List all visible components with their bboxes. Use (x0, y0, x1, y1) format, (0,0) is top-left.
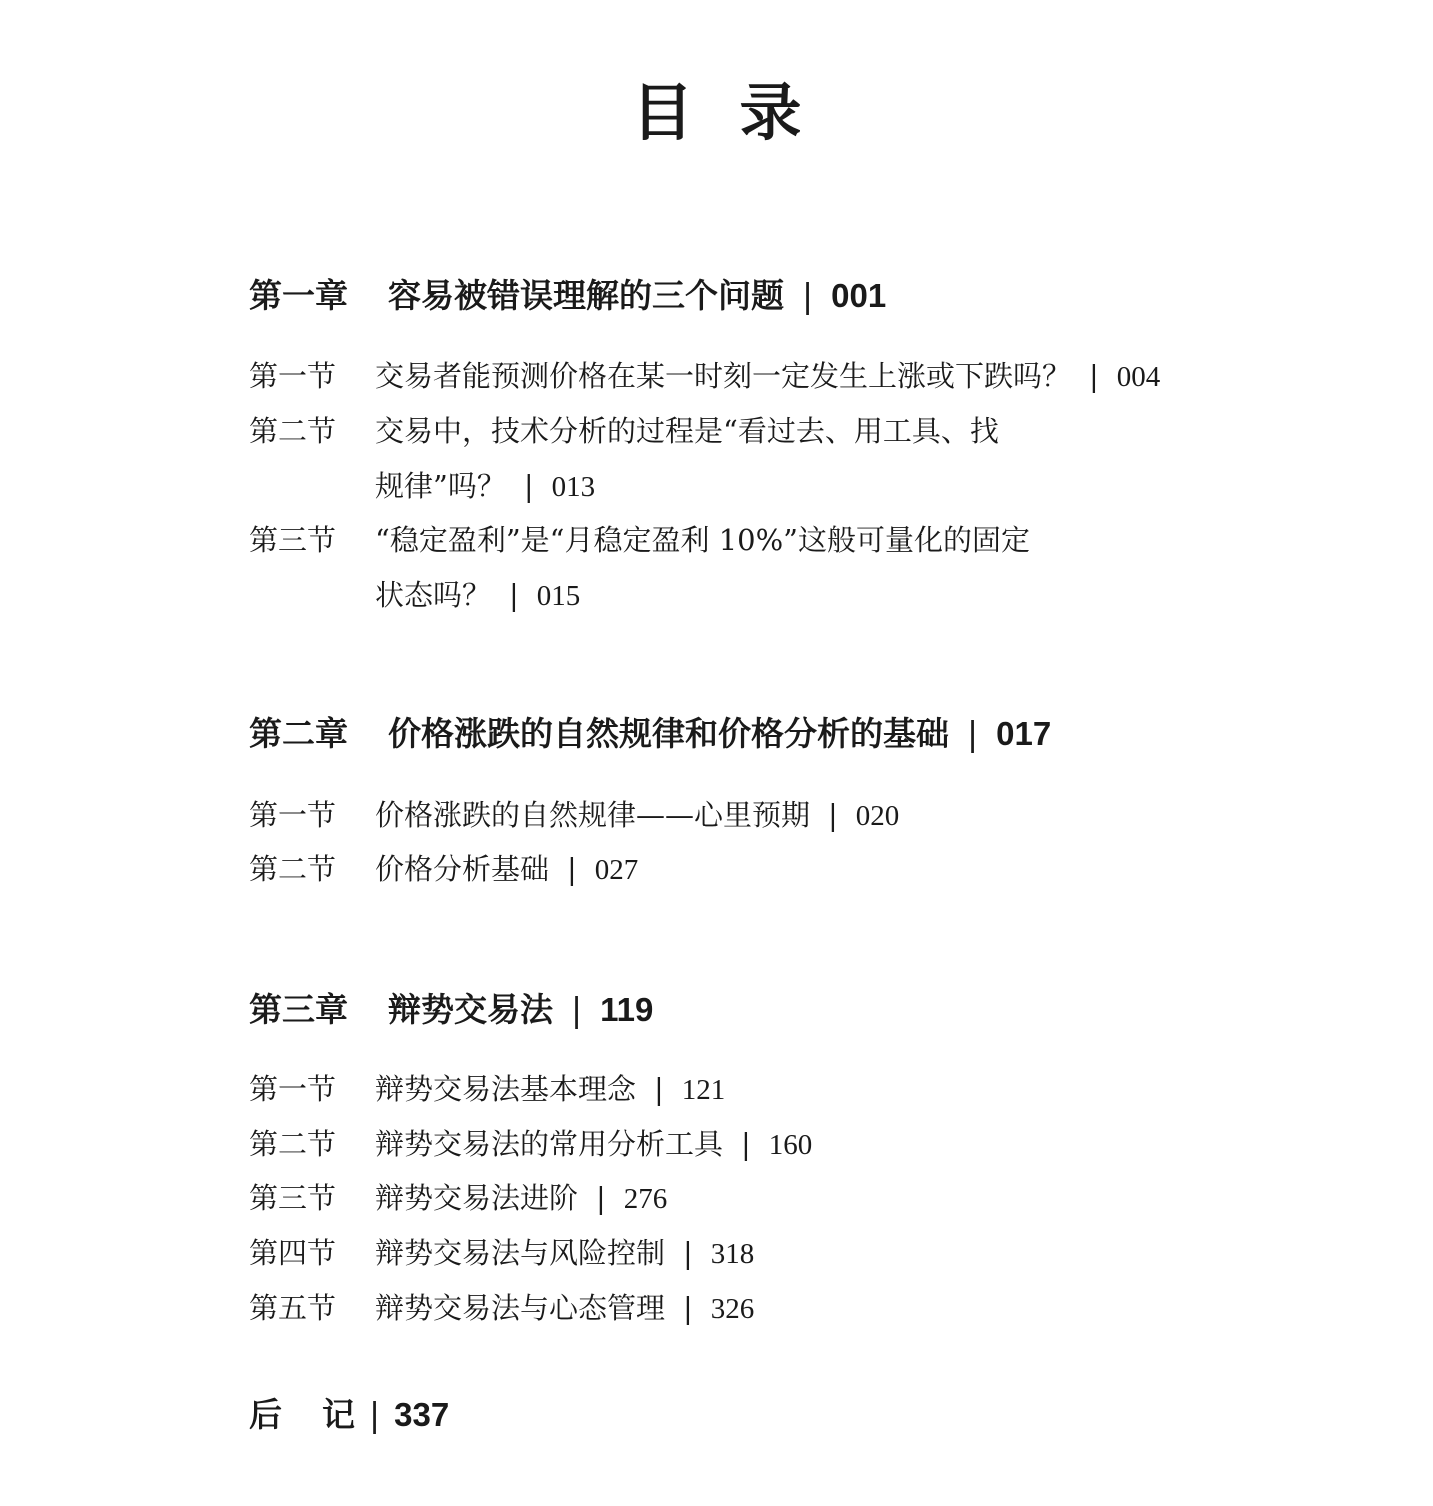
section-page: 004 (1116, 361, 1161, 393)
page-title (0, 78, 1433, 148)
section-label: 第一节 (249, 798, 337, 832)
section-label: 第一节 (249, 359, 337, 393)
chapter-1-section-3[interactable] (249, 522, 1030, 558)
section-label: 第二节 (249, 414, 337, 448)
separator: | (1089, 359, 1099, 393)
section-label: 第五节 (249, 1291, 337, 1325)
section-title-line-1: 交易中，技术分析的过程是“看过去、用工具、找 (375, 414, 999, 448)
section-title: 价格分析基础 (375, 852, 550, 886)
separator: | (967, 714, 979, 753)
chapter-1-section-2-continued[interactable] (375, 468, 595, 505)
separator: | (741, 1127, 751, 1161)
section-title: 辩势交易法基本理念 (375, 1072, 637, 1106)
section-page: 326 (710, 1293, 755, 1325)
chapter-title: 容易被错误理解的三个问题 (388, 276, 784, 315)
section-label: 第二节 (249, 852, 337, 886)
section-title-line-1: “稳定盈利”是“月稳定盈利 10%”这般可量化的固定 (375, 523, 1030, 557)
chapter-1-section-1[interactable] (249, 358, 1160, 395)
chapter-title: 辩势交易法 (388, 990, 553, 1029)
section-page: 020 (855, 800, 900, 832)
separator: | (571, 990, 583, 1029)
section-page: 160 (768, 1129, 813, 1161)
section-label: 第三节 (249, 523, 337, 557)
chapter-label: 第三章 (249, 990, 348, 1029)
section-page: 027 (594, 854, 639, 886)
section-title-line-2: 规律”吗？ (375, 469, 506, 503)
chapter-1-heading[interactable] (249, 276, 886, 316)
chapter-3-section-1[interactable] (249, 1071, 725, 1108)
chapter-3-section-4[interactable] (249, 1235, 754, 1272)
section-label: 第三节 (249, 1181, 337, 1215)
separator: | (567, 852, 577, 886)
separator: | (596, 1181, 606, 1215)
chapter-page: 017 (996, 715, 1052, 752)
chapter-page: 119 (600, 991, 654, 1028)
separator: | (683, 1291, 693, 1325)
section-title: 辩势交易法进阶 (375, 1181, 579, 1215)
separator: | (509, 578, 519, 612)
chapter-3-section-3[interactable] (249, 1180, 667, 1217)
chapter-2-heading[interactable] (249, 714, 1051, 754)
chapter-1-section-2[interactable] (249, 413, 999, 449)
section-label: 第二节 (249, 1127, 337, 1161)
afterword-char-1: 后 (249, 1395, 282, 1434)
section-page: 318 (710, 1238, 755, 1270)
section-label: 第四节 (249, 1236, 337, 1270)
separator: | (369, 1395, 381, 1434)
separator: | (523, 469, 534, 503)
section-page: 013 (551, 471, 596, 503)
chapter-3-section-5[interactable] (249, 1290, 754, 1327)
section-page: 121 (681, 1074, 726, 1106)
section-title: 辩势交易法的常用分析工具 (375, 1127, 724, 1161)
chapter-label: 第二章 (249, 714, 348, 753)
page-title-char-2: 录 (739, 76, 802, 149)
section-title: 辩势交易法与风险控制 (375, 1236, 666, 1270)
chapter-3-heading[interactable] (249, 990, 653, 1030)
section-label: 第一节 (249, 1072, 337, 1106)
afterword-char-2: 记 (322, 1395, 355, 1434)
chapter-3-section-2[interactable] (249, 1126, 812, 1163)
chapter-2-section-1[interactable] (249, 797, 899, 834)
separator: | (654, 1072, 664, 1106)
chapter-title: 价格涨跌的自然规律和价格分析的基础 (388, 714, 949, 753)
section-title: 价格涨跌的自然规律——心里预期 (375, 798, 811, 832)
separator: | (828, 798, 838, 832)
separator: | (802, 276, 814, 315)
afterword-page: 337 (394, 1396, 450, 1433)
chapter-page: 001 (831, 277, 887, 314)
chapter-2-section-2[interactable] (249, 851, 638, 888)
section-page: 015 (536, 580, 581, 612)
chapter-1-section-3-continued[interactable] (375, 577, 580, 614)
chapter-label: 第一章 (249, 276, 348, 315)
section-title: 辩势交易法与心态管理 (375, 1291, 666, 1325)
section-title-line-2: 状态吗？ (375, 578, 492, 612)
section-title: 交易者能预测价格在某一时刻一定发生上涨或下跌吗？ (375, 359, 1072, 393)
afterword-heading[interactable] (249, 1395, 449, 1435)
page-title-char-1: 目 (631, 76, 694, 149)
separator: | (683, 1236, 693, 1270)
section-page: 276 (623, 1183, 668, 1215)
